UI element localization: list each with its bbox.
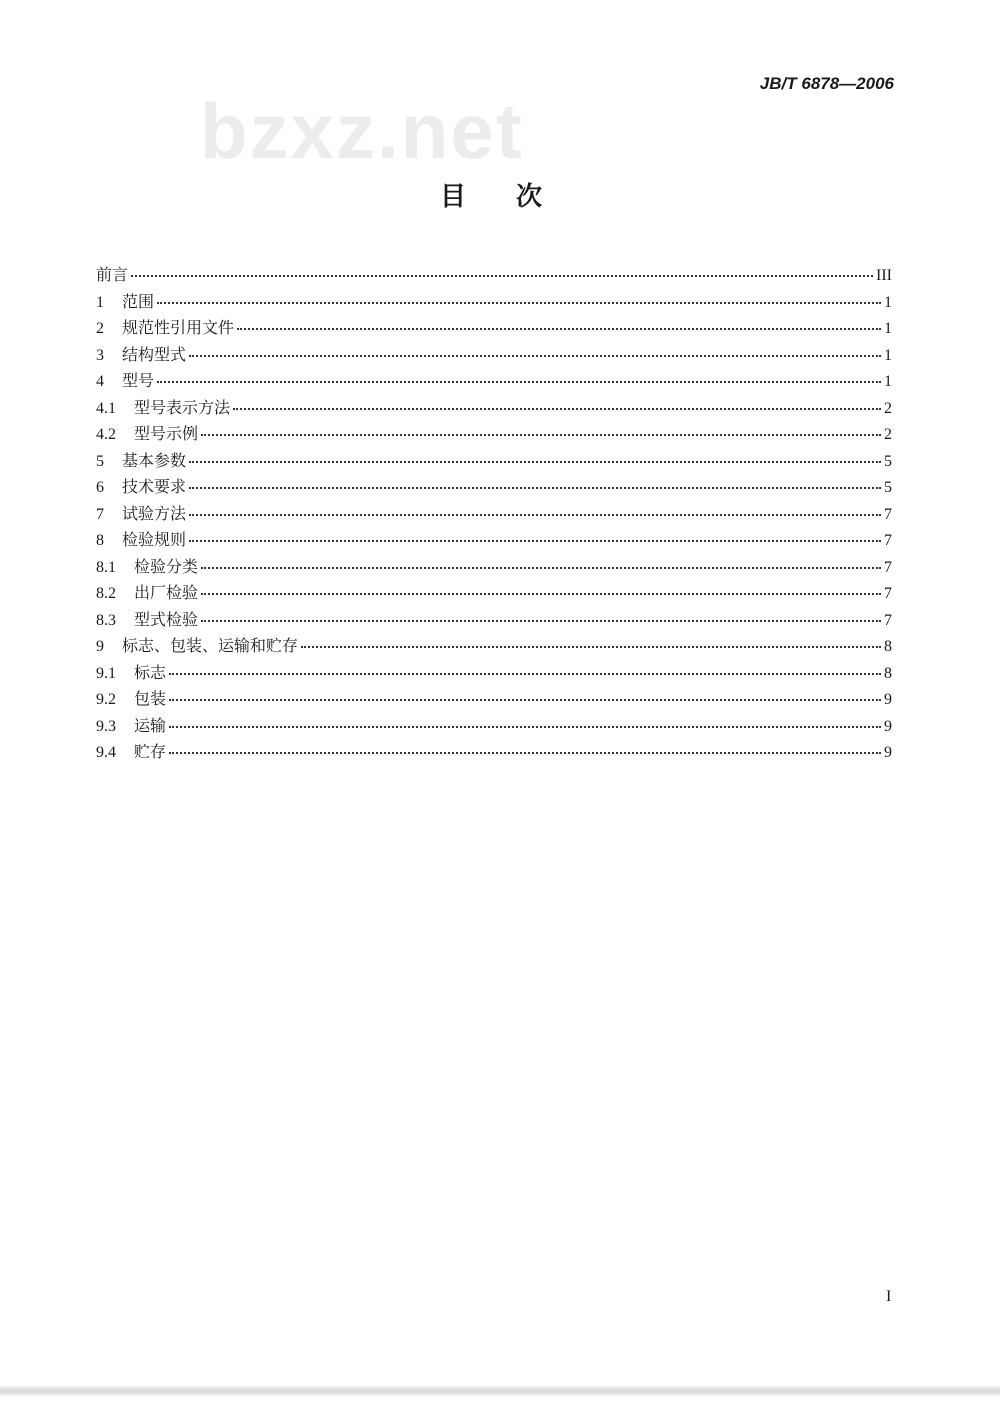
dot-leader	[301, 646, 881, 648]
dot-leader	[233, 408, 881, 410]
toc-entry-number: 4.2	[96, 426, 116, 443]
toc-entry-number: 4	[96, 373, 104, 390]
toc-entry[interactable]	[96, 501, 892, 528]
toc-entry-number: 9.2	[96, 691, 116, 708]
toc-entry-number: 1	[96, 293, 104, 311]
toc-entry-page: 7	[884, 558, 892, 576]
watermark: bzxz.net	[200, 87, 524, 175]
toc-entry-label: 前言	[96, 267, 129, 284]
scan-edge	[0, 1386, 1000, 1396]
dot-leader	[237, 328, 881, 330]
dot-leader	[169, 726, 881, 728]
toc-entry-page: 7	[884, 532, 892, 549]
toc-entry-page: 1	[884, 320, 892, 337]
toc-entry-number: 9.4	[96, 744, 116, 761]
toc-entry[interactable]	[96, 474, 892, 501]
table-of-contents	[96, 262, 892, 766]
toc-entry-label: 结构型式	[122, 346, 187, 364]
toc-entry-number: 9	[96, 638, 104, 655]
toc-entry[interactable]	[96, 554, 892, 581]
dot-leader	[201, 434, 881, 436]
standard-code: JB/T 6878—2006	[759, 74, 894, 93]
toc-entry-number: 9.3	[96, 717, 116, 735]
toc-entry-number: 5	[96, 452, 104, 470]
toc-entry[interactable]	[96, 368, 892, 395]
toc-entry-number: 8.2	[96, 585, 116, 602]
toc-entry-label: 运输	[134, 717, 167, 735]
toc-entry-page: 1	[884, 293, 892, 311]
toc-entry-number: 7	[96, 505, 104, 523]
toc-entry[interactable]	[96, 262, 892, 289]
toc-entry-page: 2	[884, 399, 892, 417]
toc-entry-label: 标志、包装、运输和贮存	[122, 638, 299, 655]
dot-leader	[201, 620, 881, 622]
toc-entry-label: 型号示例	[134, 426, 199, 443]
toc-entry-page: 5	[884, 479, 892, 496]
dot-leader	[157, 302, 881, 304]
toc-entry[interactable]	[96, 660, 892, 687]
toc-entry[interactable]	[96, 633, 892, 660]
toc-entry-page: 7	[884, 611, 892, 629]
toc-entry-page: 1	[884, 373, 892, 390]
page-number: I	[886, 1288, 892, 1305]
dot-leader	[189, 461, 881, 463]
toc-entry-page: 9	[884, 744, 892, 761]
toc-entry[interactable]	[96, 713, 892, 740]
dot-leader	[169, 673, 881, 675]
toc-entry[interactable]	[96, 527, 892, 554]
toc-entry-number: 8	[96, 532, 104, 549]
toc-entry-page: 9	[884, 717, 892, 735]
toc-entry-page: 2	[884, 426, 892, 443]
toc-entry[interactable]	[96, 686, 892, 713]
toc-entry-label: 规范性引用文件	[122, 320, 235, 337]
toc-entry[interactable]	[96, 448, 892, 475]
toc-entry-page: 8	[884, 664, 892, 682]
toc-entry[interactable]	[96, 580, 892, 607]
toc-entry-label: 贮存	[134, 744, 167, 761]
toc-entry[interactable]	[96, 739, 892, 766]
toc-entry-label: 标志	[134, 664, 167, 682]
toc-entry-page: 8	[884, 638, 892, 655]
toc-entry[interactable]	[96, 421, 892, 448]
dot-leader	[157, 381, 881, 383]
page-title: 目次	[440, 182, 593, 211]
toc-entry-label: 包装	[134, 691, 167, 708]
toc-entry-number: 4.1	[96, 399, 116, 417]
dot-leader	[189, 355, 881, 357]
toc-entry-number: 3	[96, 346, 104, 364]
toc-entry-label: 试验方法	[122, 505, 187, 523]
toc-entry-label: 型式检验	[134, 611, 199, 629]
dot-leader	[169, 699, 881, 701]
toc-entry-label: 检验分类	[134, 558, 199, 576]
toc-entry[interactable]	[96, 607, 892, 634]
toc-entry-number: 9.1	[96, 664, 116, 682]
toc-entry-page: 7	[884, 505, 892, 523]
dot-leader	[189, 514, 881, 516]
dot-leader	[201, 567, 881, 569]
toc-entry[interactable]	[96, 315, 892, 342]
toc-entry-number: 8.3	[96, 611, 116, 629]
toc-entry-number: 2	[96, 320, 104, 337]
toc-entry-page: III	[876, 267, 892, 284]
toc-entry-label: 型号表示方法	[134, 399, 231, 417]
toc-entry-label: 基本参数	[122, 452, 187, 470]
dot-leader	[189, 540, 881, 542]
dot-leader	[131, 275, 873, 277]
toc-entry-page: 9	[884, 691, 892, 708]
toc-entry[interactable]	[96, 395, 892, 422]
toc-entry-page: 5	[884, 452, 892, 470]
toc-entry-number: 8.1	[96, 558, 116, 576]
toc-entry-label: 出厂检验	[134, 585, 199, 602]
toc-entry-label: 检验规则	[122, 532, 187, 549]
toc-entry-label: 范围	[122, 293, 155, 311]
toc-entry-label: 型号	[122, 373, 155, 390]
toc-entry-page: 1	[884, 346, 892, 364]
toc-entry[interactable]	[96, 342, 892, 369]
dot-leader	[201, 593, 881, 595]
toc-entry-page: 7	[884, 585, 892, 602]
toc-entry-number: 6	[96, 479, 104, 496]
toc-entry-label: 技术要求	[122, 479, 187, 496]
dot-leader	[169, 752, 881, 754]
toc-entry[interactable]	[96, 289, 892, 316]
dot-leader	[189, 487, 881, 489]
